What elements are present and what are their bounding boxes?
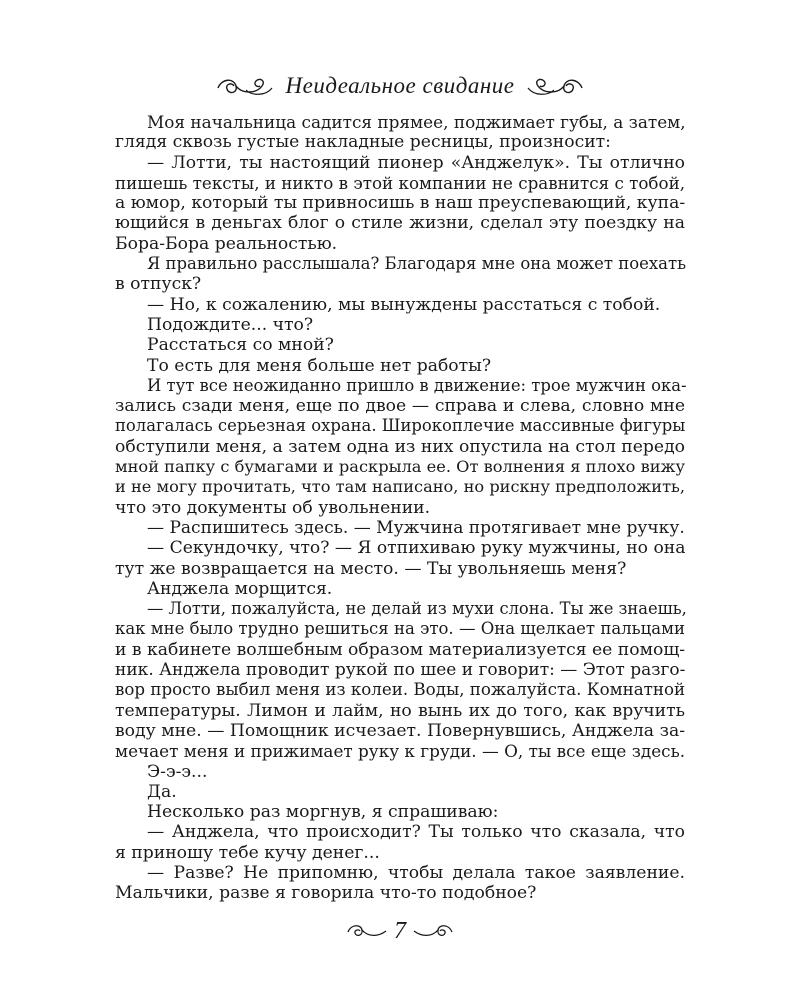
text-line: а юмор, который ты привносишь в наш преуспевающий, купа-	[115, 193, 686, 214]
text-line: Подождите... что?	[147, 314, 314, 335]
text-line: Несколько раз моргнув, я спрашиваю:	[147, 802, 499, 823]
text-line: как мне было трудно решиться на это. — Она щелкает пальцами	[115, 619, 685, 639]
text-line: глядя сквозь густые накладные ресницы, произносит:	[115, 132, 611, 153]
text-line: — Анджела, что происходит? Ты только что сказала, что	[147, 822, 685, 843]
text-line: Да.	[147, 781, 177, 802]
text-line: температуры. Лимон и лайм, но вынь их до того, как вручить	[115, 700, 685, 721]
text-line: — Но, к сожалению, мы вынуждены расстаться с тобой.	[147, 294, 661, 315]
text-line: полагалась серьезная охрана. Широкоплечие массивные фигуры	[115, 416, 686, 436]
text-line: — Распишитесь здесь. — Мужчина протягивает мне ручку.	[147, 517, 685, 538]
text-line: обступили меня, а затем одна из них опустила на стол передо	[115, 436, 685, 457]
page-header	[0, 66, 800, 106]
text-line: и в кабинете волшебным образом материализуется ее помощ-	[115, 639, 686, 660]
page-number: 7	[394, 917, 406, 944]
text-line: — Лотти, ты настоящий пионер «Анджелук». Ты отлично	[147, 152, 685, 173]
flourish-right-icon	[526, 74, 584, 98]
flourish-footer-left-icon	[346, 922, 388, 940]
text-line: — Лотти, пожалуйста, не делай из мухи слона. Ты же знаешь,	[147, 599, 687, 619]
text-line: — Разве? Не припомню, чтобы делала такое заявление.	[147, 862, 685, 883]
text-line: — Секундочку, что? — Я отпихиваю руку мужчины, но она	[147, 538, 686, 559]
text-line: и не могу прочитать, что там написано, но рискну предположить,	[115, 477, 685, 497]
text-line: я приношу тебе кучу денег...	[115, 842, 380, 863]
text-line: вор просто выбил меня из колеи. Воды, пожалуйста. Комнатной	[115, 680, 686, 700]
text-line: И тут все неожиданно пришло в движение: трое мужчин ока-	[147, 375, 687, 395]
text-line: Э-э-э...	[147, 761, 208, 782]
text-line: То есть для меня больше нет работы?	[147, 355, 492, 376]
text-line: Бора-Бора реальностью.	[115, 233, 338, 254]
page-footer	[0, 915, 800, 947]
running-title: Неидеальное свидание	[285, 73, 515, 98]
text-line: что это документы об увольнении.	[115, 497, 431, 518]
text-line: тут же возвращается на место. — Ты увольняешь меня?	[115, 558, 627, 579]
text-line: Анджела морщится.	[147, 578, 333, 599]
text-line: Расстаться со мной?	[147, 335, 334, 356]
text-line: пишешь тексты, и никто в этой компании не сравнится с тобой,	[115, 172, 686, 193]
text-line: мной папку с бумагами и раскрыла ее. От волнения я плохо вижу	[115, 457, 685, 477]
text-line: ник. Анджела проводит рукой по шее и говорит: — Этот разго-	[115, 660, 686, 681]
text-line: воду мне. — Помощник исчезает. Повернувшись, Анджела за-	[115, 720, 685, 741]
text-line: зались сзади меня, еще по двое — справа и слева, словно мне	[115, 396, 685, 417]
text-line: Мальчики, разве я говорила что-то подобное?	[115, 883, 537, 904]
text-line: ющийся в деньгах блог о стиле жизни, сделал эту поездку на	[115, 213, 685, 234]
flourish-left-icon	[216, 74, 274, 98]
flourish-footer-right-icon	[412, 922, 454, 940]
text-line: Я правильно расслышала? Благодаря мне она может поехать	[147, 254, 687, 274]
body-text	[115, 112, 685, 904]
text-line: мечает меня и прижимает руку к груди. — О, ты все еще здесь.	[115, 741, 686, 762]
text-line: Моя начальница садится прямее, поджимает губы, а затем,	[147, 112, 686, 132]
text-line: в отпуск?	[115, 274, 202, 295]
